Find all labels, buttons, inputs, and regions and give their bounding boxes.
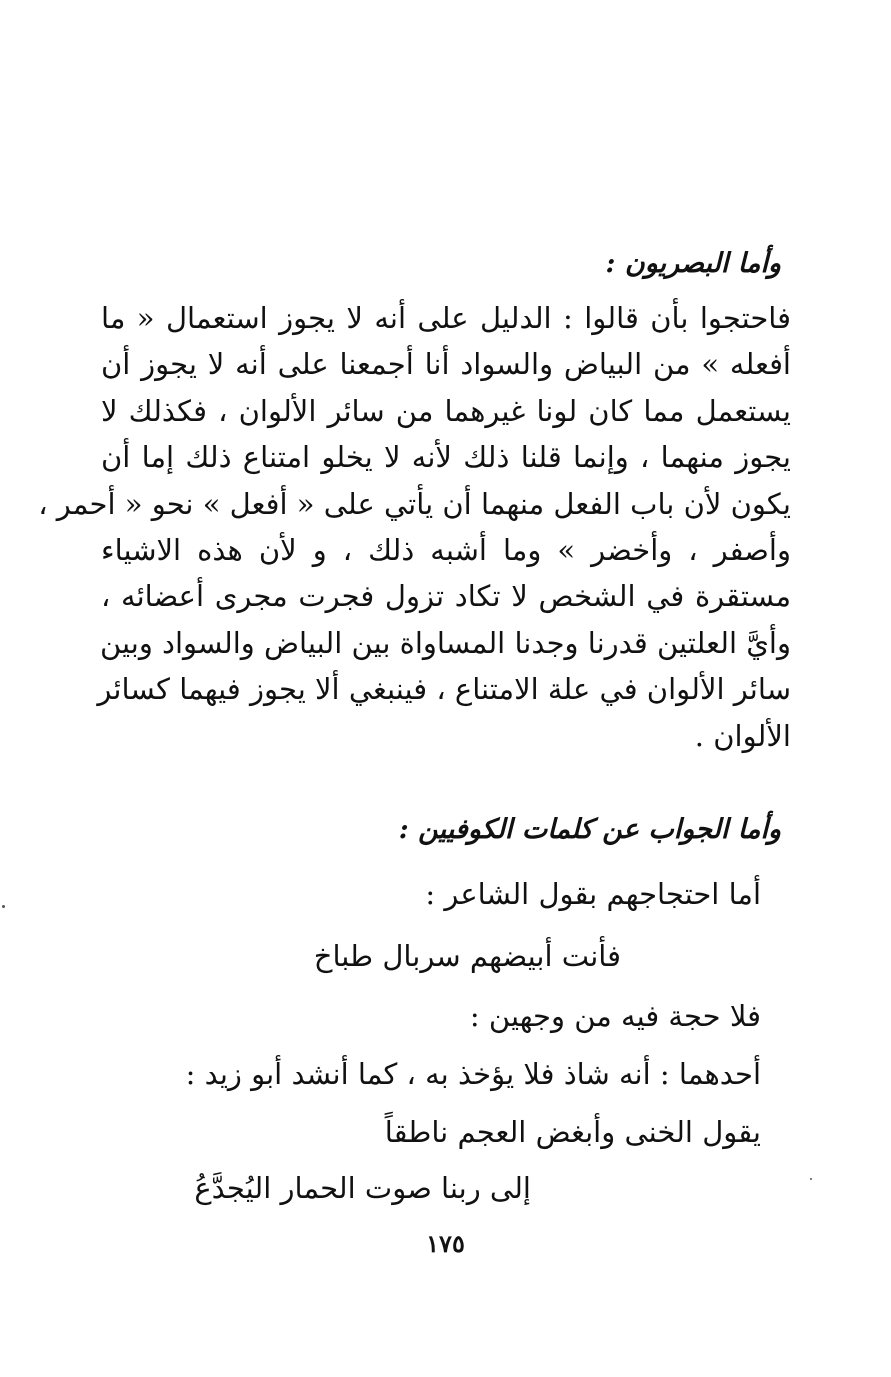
paragraph-line: يكون لأن باب الفعل منهما أن يأتي على « أفعل » نحو « أحمر ،	[38, 486, 791, 521]
reply-line: أحدهما : أنه شاذ فلا يؤخذ به ، كما أنشد أبو زيد :	[185, 1057, 761, 1091]
paragraph-line: يستعمل مما كان لونا غيرهما من سائر الألوان ، فكذلك لا	[101, 393, 791, 428]
paragraph-line: وأصفر ، وأخضر » وما أشبه ذلك ، و لأن هذه الاشياء	[101, 532, 791, 567]
paragraph-line: وأيَّ العلتين قدرنا وجدنا المساواة بين البياض والسواد وبين	[99, 625, 791, 660]
paragraph-line: الألوان .	[694, 718, 791, 753]
page-number: ١٧٥	[426, 1229, 465, 1258]
scan-speck	[2, 905, 5, 908]
paragraph-line: يجوز منهما ، وإنما قلنا ذلك لأنه لا يخلو امتناع ذلك إما أن	[101, 440, 791, 475]
scan-speck	[810, 1178, 812, 1180]
paragraph-line: فاحتجوا بأن قالوا : الدليل على أنه لا يجوز استعمال « ما	[101, 301, 791, 335]
paragraph-line: سائر الألوان في علة الامتناع ، فينبغي ألا يجوز فيهما كسائر	[97, 672, 791, 707]
poetry-verse: فأنت أبيضهم سربال طباخ	[313, 939, 621, 973]
heading-kufans-reply: وأما الجواب عن كلمات الكوفيين :	[398, 814, 781, 845]
heading-basrians: وأما البصريون :	[605, 248, 781, 279]
paragraph-line: أفعله » من البياض والسواد أنا أجمعنا على أنه لا يجوز أن	[101, 347, 791, 382]
argument-paragraph	[38, 295, 791, 759]
poetry-verse-first-hemistich: يقول الخنى وأبغض العجم ناطقاً	[384, 1115, 761, 1149]
reply-intro-line: أما احتجاجهم بقول الشاعر :	[425, 877, 761, 911]
paragraph-line: مستقرة في الشخص لا تكاد تزول فجرت مجرى أعضائه ،	[101, 579, 791, 614]
poetry-verse-second-hemistich: إلى ربنا صوت الحمار اليُجدَّعُ	[194, 1171, 531, 1205]
reply-line: فلا حجة فيه من وجهين :	[469, 999, 761, 1033]
